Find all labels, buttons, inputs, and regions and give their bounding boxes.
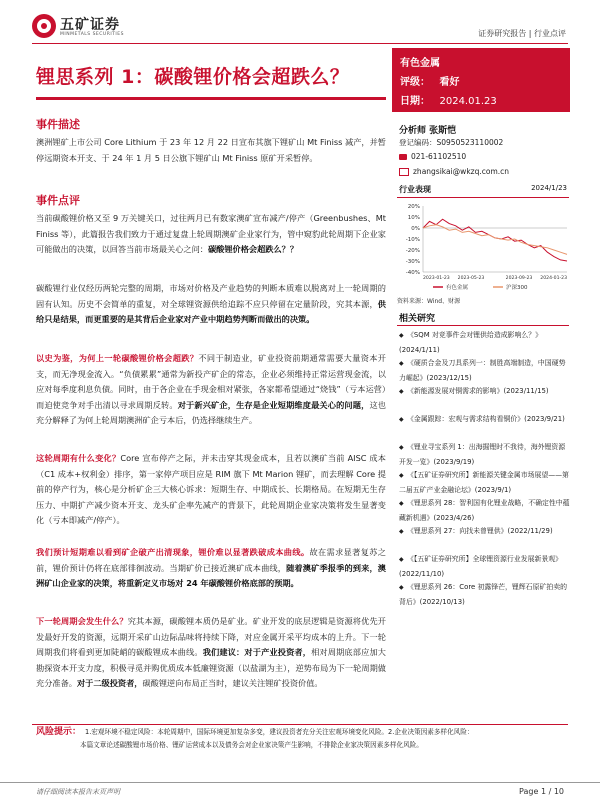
related-item[interactable] [399, 440, 571, 469]
page-number: Page 1 / 10 [519, 787, 564, 796]
p6-text: 究其本源，碳酸锂本质仍是矿业。矿业开发的底层逻辑是资源将优先开发最好开发的资源，远期开采矿山边际品味将持续下降，对应金属开采平均成本的上升。下一轮周期我们将看到更加陡峭的碳酸锂成本曲线。 [36, 616, 386, 658]
risk-divider [32, 724, 568, 725]
related-item[interactable] [399, 524, 571, 539]
p6-question: 下一轮周期会发生什么？ [36, 616, 128, 626]
related-item[interactable] [399, 328, 571, 357]
chart-heading: 行业表现 [399, 185, 431, 194]
y-tick-label: -40% [405, 270, 420, 276]
p6-text2: 相对周期底部应加大勘探资本开支力度，积极寻觅并购优质成本低廉锂资源（以盐湖为主），逆势布局为下一轮周期做充分准备。 [36, 647, 386, 689]
related-item-text: 《锂思系列 27：向找未曾锂供》(2022/11/29) [407, 527, 553, 535]
header-divider [32, 43, 568, 44]
analyst-email-row [399, 167, 509, 176]
related-item[interactable] [399, 580, 571, 609]
y-axis [406, 204, 423, 276]
report-type: 证券研究报告 | 行业点评 [478, 29, 566, 38]
comment-p4 [36, 451, 386, 529]
bullet-icon: ◆ [399, 584, 404, 591]
date-row [400, 92, 497, 107]
logo-text: 五矿证券 [60, 17, 120, 33]
comment-p1 [36, 211, 386, 258]
comment-p3 [36, 351, 386, 429]
related-divider [397, 325, 569, 326]
y-tick-label: 0% [411, 226, 420, 232]
logo-subtitle: MINMETALS SECURITIES [60, 32, 124, 37]
related-item[interactable] [399, 552, 571, 581]
chart-source: 资料来源：Wind、财源 [397, 298, 461, 305]
y-tick-label: -30% [405, 259, 420, 265]
p4-question: 这轮周期有什么变化？ [36, 453, 121, 463]
related-item[interactable] [399, 468, 571, 497]
p5-text: 故在需求显著复苏之前，锂价预计仍将在底部徘徊波动。当期矿价已接近澳矿成本曲线， [36, 547, 386, 573]
rating-row [400, 73, 459, 88]
logo-icon [32, 14, 56, 38]
bullet-icon: ◆ [399, 500, 404, 507]
y-tick-label: -10% [405, 237, 420, 243]
related-item[interactable] [399, 412, 571, 427]
chart-date: 2024/1/23 [531, 184, 567, 192]
p2-text: 碳酸锂行业仅经历两轮完整的周期，市场对价格及产业趋势的判断本质难以脱离对上一轮周期的固有认知。历史不会简单的重复，对全球锂资源供给追踪不应只停留在定量阶段，究其本源， [36, 283, 386, 309]
analyst-phone-row [399, 152, 466, 161]
comment-p5 [36, 545, 386, 592]
date-value: 2024.01.23 [439, 96, 497, 107]
p6-text3: 碳酸锂逆向布局正当时，建议关注锂矿投资价值。 [142, 678, 323, 689]
rating-label: 评级： [400, 77, 430, 88]
p1-question: 碳酸锂价格会超跌么？？ [207, 244, 299, 255]
related-item-text: 《【五矿证券研究所】全球锂资源行业发展新景观》(2022/11/10) [399, 555, 563, 578]
bullet-icon: ◆ [399, 472, 404, 479]
p6-bold1: 我们建议：对于产业投资者， [202, 647, 312, 658]
related-item-text: 《SQM 对竞事件会对锂供给造成影响么？》(2024/1/11) [399, 331, 543, 354]
x-tick-label: 2023-09-23 [505, 276, 533, 281]
footer-disclaimer: 请仔细阅读本报告末页声明 [36, 788, 120, 796]
x-tick-label: 2024-01-23 [540, 276, 567, 281]
events-text: 澳洲锂矿上市公司 Core Lithium 于 23 年 12 月 22 日宣布其旗下锂矿山 Mt Finiss 减产，并暂停远期资本开支、于 24 年 1 月 5 日公旗下锂矿山 Mt Finiss 原矿开采暂停。 [36, 137, 386, 163]
analyst-reg: 登记编码：S0950523110002 [399, 138, 504, 147]
bullet-icon: ◆ [399, 528, 404, 535]
related-item-text: 《锂思系列 26：Core 初露锋芒，锂辉石原矿拍卖的背后》(2022/10/13) [399, 583, 568, 606]
phone-icon [399, 154, 407, 160]
chart-header [397, 183, 569, 198]
sector-name: 有色金属 [400, 58, 440, 69]
y-tick-label: 20% [407, 204, 420, 210]
email-icon [399, 168, 409, 176]
risk-label: 风险提示： [36, 727, 82, 737]
p5-bold: 随着澳矿季报季的到来，澳洲矿山企业家的决策，将重新定义市场对 24 年碳酸锂价格底部的预期。 [36, 562, 386, 589]
related-item-text: 《金属跟踪：宏观与需求结构看铜价》(2023/9/21) [407, 415, 565, 423]
y-tick-label: -20% [405, 248, 420, 254]
p6-bold2: 对于二级投资者， [76, 678, 143, 689]
related-heading: 相关研究 [399, 314, 436, 324]
x-tick-label: 2023-05-23 [457, 276, 485, 281]
date-label: 日期： [400, 96, 430, 107]
page-title: 锂思系列 1：碳酸锂价格会超跌么？ [36, 66, 350, 88]
bullet-icon: ◆ [399, 556, 404, 563]
related-item-text: 《【五矿证券研究所】新能源关键金属市场展望——第二届五矿产业金融论坛》(2023/9/1) [399, 471, 569, 494]
comment-p2 [36, 281, 386, 328]
title-underline [36, 97, 386, 100]
bullet-icon: ◆ [399, 416, 404, 423]
related-item-text: 《锂思系列 28：智利国有化锂业战略，不确定性中蕴藏新机遇》(2023/4/26) [399, 499, 570, 522]
bullet-icon: ◆ [399, 332, 404, 339]
y-tick-label: 10% [407, 215, 420, 221]
chart-series [423, 219, 567, 261]
comment-heading: 事件点评 [36, 194, 80, 207]
analyst-name: 分析师 张斯恺 [399, 126, 457, 136]
related-item-text: 《新能源发展对铜需求的影响》(2023/11/15) [407, 387, 549, 395]
related-item-text: 《硬质合金及刀具系列一：制胜高端制造，中国硬势力崛起》(2023/12/15) [399, 359, 566, 382]
x-tick-label: 2023-01-23 [423, 276, 450, 281]
x-axis [423, 228, 567, 281]
p5-bold-red: 我们预计短期难以看到矿企破产出清现象，锂价难以显著跌破成本曲线。 [36, 547, 310, 557]
industry-performance-chart [397, 200, 571, 292]
chart-legend [433, 283, 528, 291]
legend-label: 沪深300 [506, 285, 528, 291]
analyst-phone: 021-61102510 [411, 152, 467, 161]
p3-question: 以史为鉴，为何上一轮碳酸锂价格会超跌？ [36, 353, 199, 363]
comment-p6 [36, 614, 386, 692]
bullet-icon: ◆ [399, 388, 404, 395]
sector-box [392, 48, 570, 112]
related-item-text: 《锂业寻宝系列 1：出海掘锂时不我待，海外锂资源开发一览》(2023/9/19) [399, 443, 566, 466]
risk-line1: 1.宏观环境不稳定风险：本轮周期中，国际环境更加复杂多变，建议投资者充分关注宏观环境变化风险。2.企业决策因素多样化风险： [85, 728, 474, 736]
legend-label: 有色金属 [446, 285, 469, 291]
bullet-icon: ◆ [399, 360, 404, 367]
analyst-email[interactable]: zhangsikai@wkzq.com.cn [413, 167, 510, 176]
related-item[interactable] [399, 384, 571, 399]
series-line-1 [423, 219, 567, 261]
p3-text: 不同于制造业，矿业投资前期通常需要大量资本开支，而无净现金流入。“负债累累”通常为新投产矿企的常态，企业必须维持正常运营现金流，以应对每季度利息负债。同时，由于各企业在手现金相对紧张，各家都希望通过“烧钱”（亏本运营）而迫使竞争对手出清以寻求周期反转。 [36, 353, 386, 410]
p4-text: Core 宣布停产之际，并未击穿其现金成本，且若以澳矿当前 AISC 成本（C1 成本+权利金）排序，第一家停产项目应是 RIM 旗下 Mt Marion 锂矿，而去理解 Core 提前的停产行为，核心是分析矿企三大核心诉求：短期生存、中期成长、长期格局。在短期无生存压力、中期扩产减少资本开支、龙头矿企率先减产的背景下，此轮周期企业家决策将发生显著变化（亏本即减产/停产）。 [36, 453, 386, 526]
bullet-icon: ◆ [399, 444, 404, 451]
related-item[interactable] [399, 356, 571, 385]
risk-warning [36, 726, 576, 752]
p3-bold: 对于新兴矿企，生存是企业短期维度最关心的问题， [177, 399, 370, 410]
risk-line2: 本篇文章论述碳酸锂市场价格、锂矿运营成本以及债务会对企业家决策产生影响，不排除企业家决策因素多样化风险。 [80, 741, 423, 749]
p2-bold: 供给只是结果，而更重要的是其背后企业家对产业中期趋势判断而做出的决策。 [36, 298, 386, 325]
p1-text: 当前碳酸锂价格又至 9 万关键关口，过往两月已有数家澳矿宣布减产/停产（Greenbushes、Mt Finiss 等），此篇报告我们致力于通过复盘上轮周期澳矿企业家行为，管中窥豹此轮周期下企业家可能做出的决策，以回答当前市场最关心之问： [36, 213, 386, 255]
events-heading: 事件描述 [36, 118, 80, 131]
rating-value: 看好 [439, 77, 460, 88]
related-item[interactable] [399, 496, 571, 525]
p3-tail: 这也充分解释了为何上轮周期澳洲矿企亏本后，仍选择继续生产。 [36, 399, 386, 426]
